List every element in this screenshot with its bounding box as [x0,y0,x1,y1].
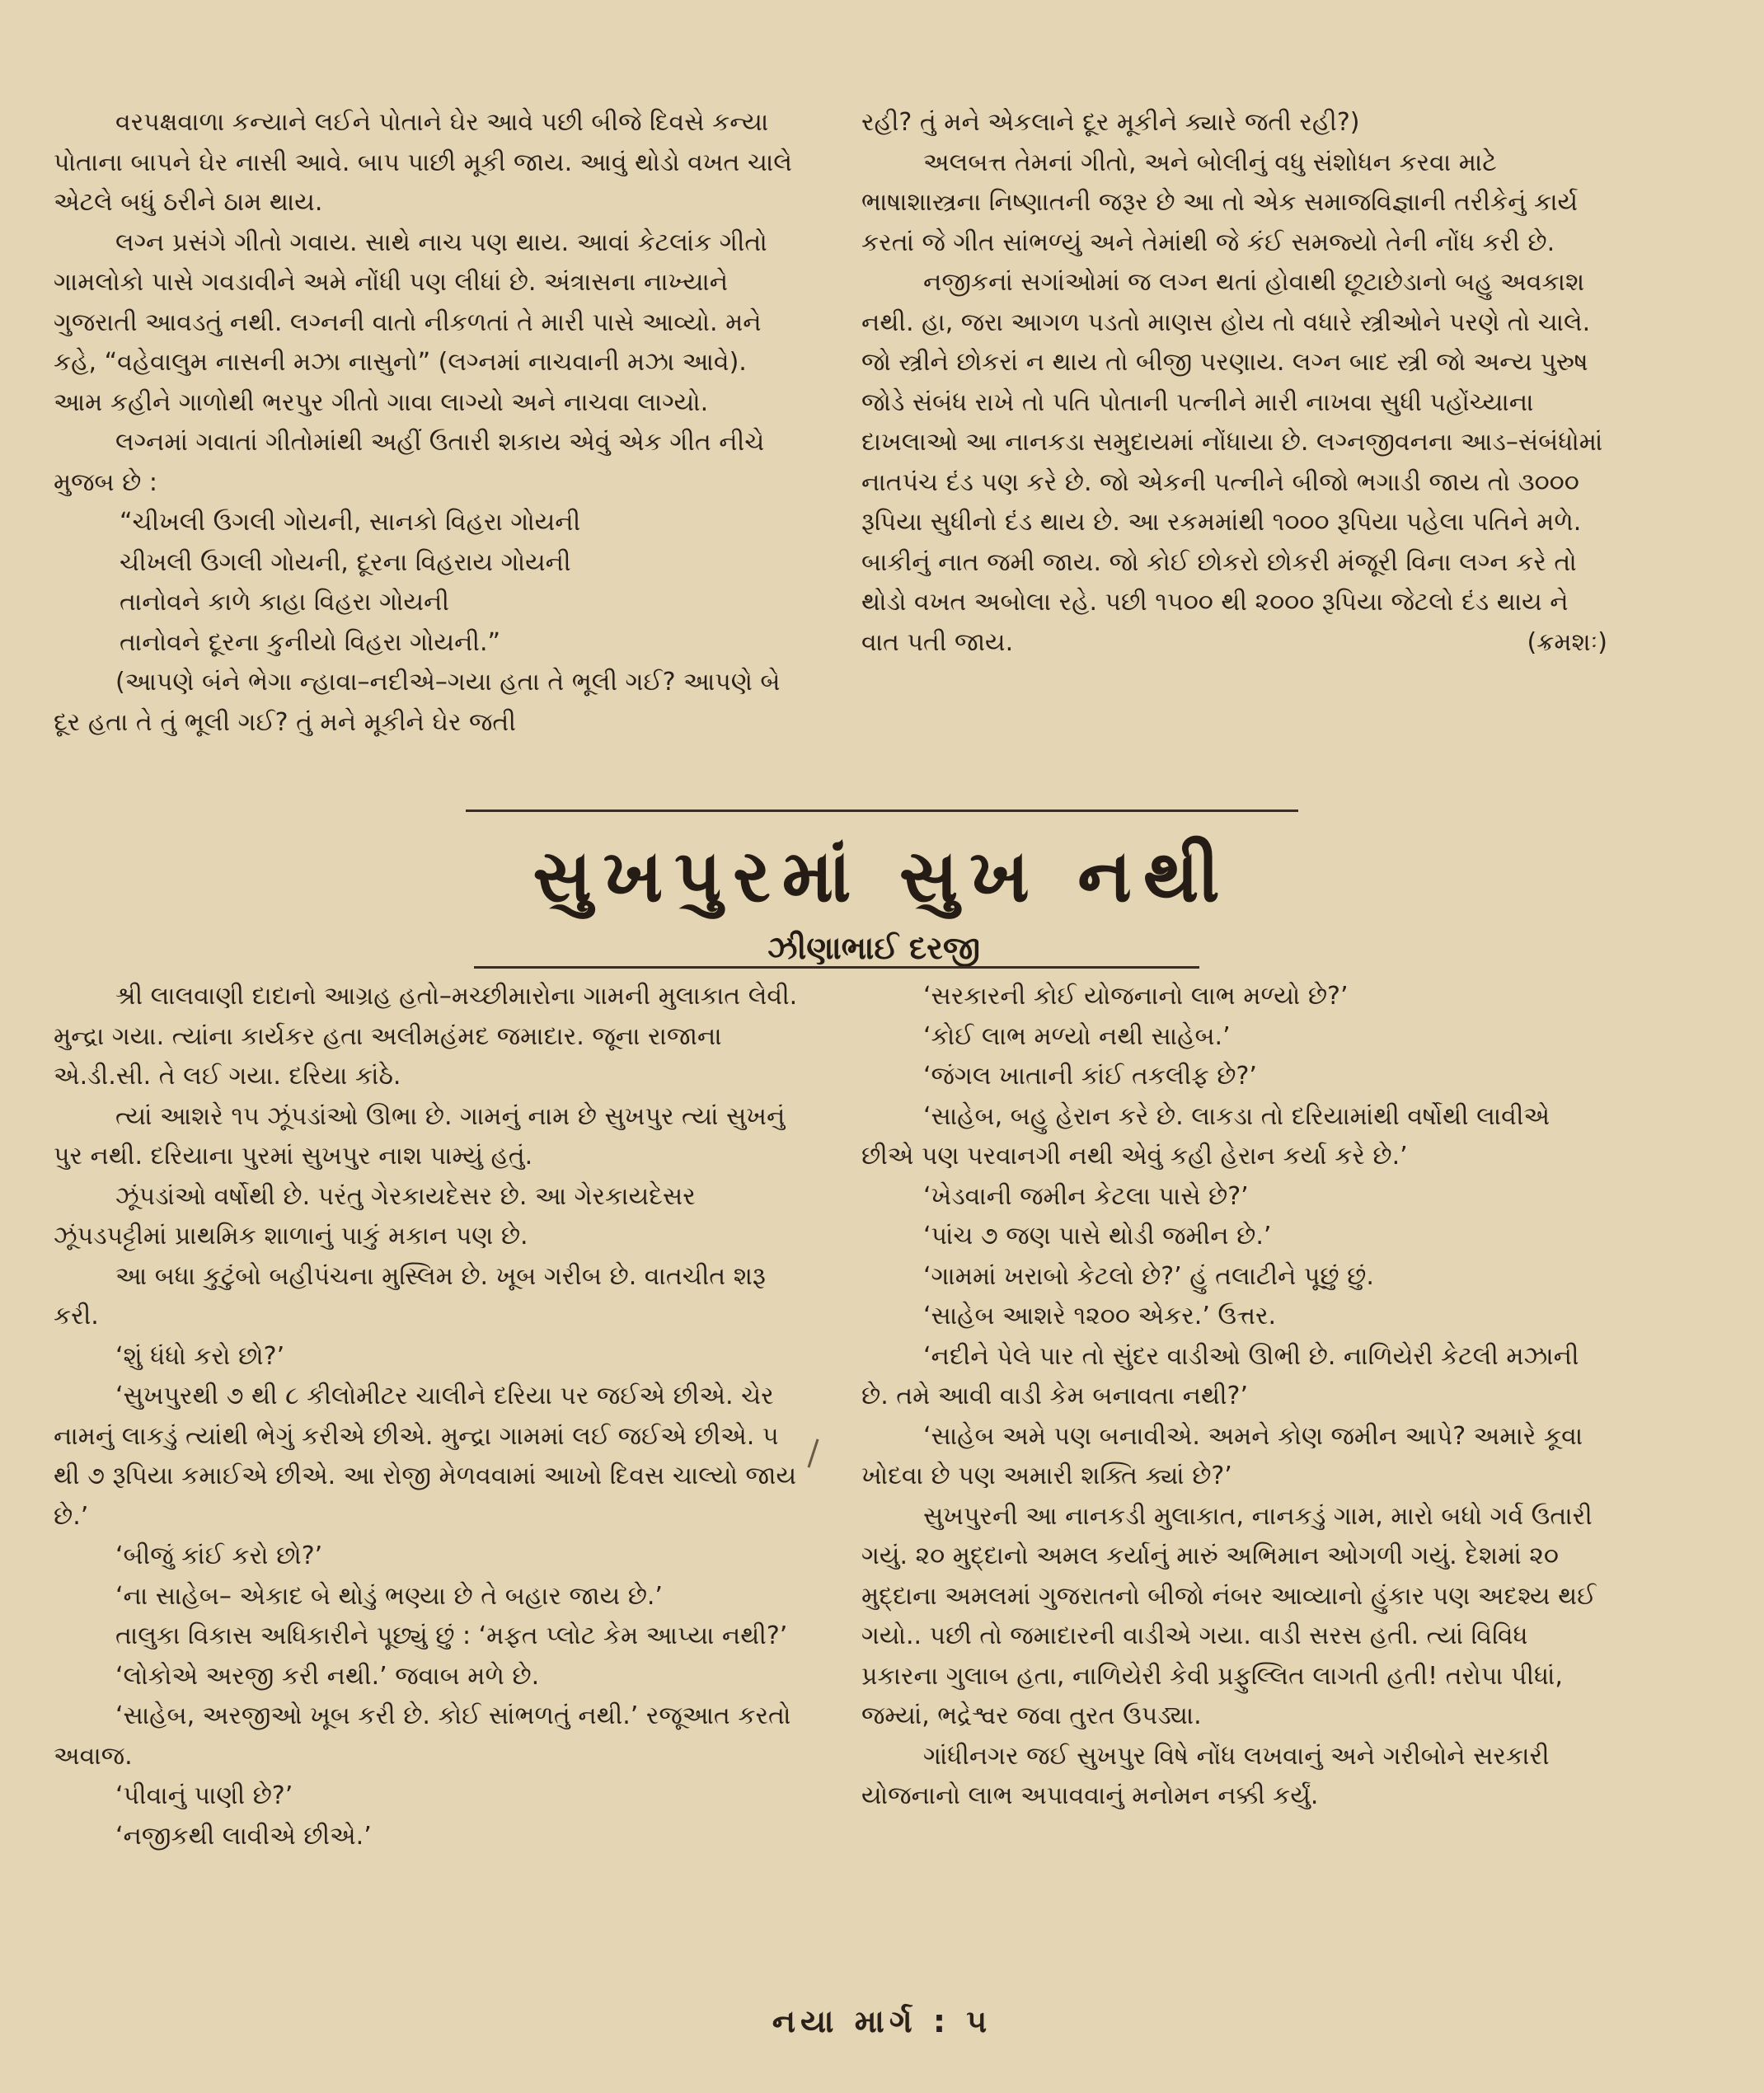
paragraph-text: રહી? તું મને એકલાને દૂર મૂકીને ક્યારે જતી રહી?) [861,108,1360,137]
paragraph [861,977,1607,1017]
paragraph [54,1696,800,1776]
section-divider [466,810,1298,812]
paragraph [861,103,1607,143]
paragraph-text: ‘સાહેબ આશરે ૧૨૦૦ એકર.’ ઉત્તર. [923,1302,1277,1330]
paragraph-text: ‘ના સાહેબ– એકાદ બે થોડું ભણ્યા છે તે બહાર જાય છે.’ [115,1581,663,1611]
paragraph [861,1017,1607,1058]
paragraph-text: ત્યાં આશરે ૧૫ ઝૂંપડાંઓ ઊભા છે. ગામનું નામ છે સુખપુર ત્યાં સુખનું પુર નથી. દરિયાના પુરમાં સુખપુર નાશ પામ્યું હતું. [54,1101,786,1171]
paragraph [861,1337,1607,1417]
paragraph-text: ગાંધીનગર જઈ સુખપુર વિષે નોંધ લખવાનું અને ગરીબોને સરકારી યોજનાનો લાભ અપાવવાનું મનોમન નક્કી કર્યું. [861,1741,1550,1810]
paragraph [54,223,800,424]
paragraph-text: ‘ખેડવાની જમીન કેટલા પાસે છે?’ [923,1181,1249,1211]
paragraph-text: ‘શું ધંધો કરો છો?’ [115,1341,285,1371]
paragraph-text: ઝૂંપડાંઓ વર્ષોથી છે. પરંતુ ગેરકાયદેસર છે. આ ગેરકાયદેસર ઝૂંપડપટ્ટીમાં પ્રાથમિક શાળાનું પાકું મકાન પણ છે. [54,1181,696,1251]
paragraph [54,1657,800,1697]
paragraph [861,1057,1607,1097]
paragraph [861,1297,1607,1337]
paragraph-text: ‘સાહેબ અમે પણ બનાવીએ. અમને કોણ જમીન આપે? અમારે કૂવા ખોદવા છે પણ અમારી શક્તિ ક્યાં છે?’ [861,1421,1583,1490]
paragraph [54,543,800,584]
paragraph [54,1577,800,1617]
paragraph-text: ‘લોકોએ અરજી કરી નથી.’ જવાબ મળે છે. [115,1661,540,1691]
paragraph-text: તાનોવને કાળે કાહા વિહરા ગોયની [120,588,449,617]
paragraph-text: આ બધા કુટુંબો બહીપંચના મુસ્લિમ છે. ખૂબ ગરીબ છે. વાતચીત શરૂ કરી. [54,1261,766,1330]
paragraph-text: ‘સુખપુરથી ૭ થી ૮ કીલોમીટર ચાલીને દરિયા પર જઈએ છીએ. ચેર નામનું લાકડું ત્યાંથી ભેગું કરીએ છીએ. મુન્દ્રા ગામમાં લઈ જઈએ છીએ. ૫ થી ૭ રૂપિયા કમાઈએ છીએ. આ રોજી મેળવવામાં આખો દિવસ ચાલ્યો જાય છે.’ [54,1382,797,1531]
paragraph-text: ‘નદીને પેલે પાર તો સુંદર વાડીઓ ઊભી છે. નાળિયેરી કેટલી મઝાની છે. તમે આવી વાડી કેમ બનાવતા નથી?’ [861,1341,1579,1410]
paragraph [54,1776,800,1817]
paragraph [54,103,800,223]
paragraph [861,1097,1607,1177]
paragraph-text: સુખપુરની આ નાનકડી મુલાકાત, નાનકડું ગામ, મારો બધો ગર્વ ઉતારી ગયું. ૨૦ મુદ્દાનો અમલ કર્યાનું મારું અભિમાન ઓગળી ગયું. દેશમાં ૨૦ મુદ્દાના અમલમાં ગુજરાતનો બીજો નંબર આવ્યાનો હુંકાર પણ અદશ્ય થઈ ગયો.. પછી તો જમાદારની વાડીએ ગયા. વાડી સરસ હતી. ત્યાં વિવિધ પ્રકારના ગુલાબ હતા, નાળિયેરી કેવી પ્રફુલ્લિત લાગતી હતી! તરોપા પીધાં, જમ્યાં, ભદ્રેશ્વર જવા તુરત ઉપડ્યા. [861,1501,1597,1730]
title-underline [474,966,1199,969]
paragraph-text: નજીકનાં સગાંઓમાં જ લગ્ન થતાં હોવાથી છૂટાછેડાનો બહુ અવકાશ નથી. હા, જરા આગળ પડતો માણસ હોય તો વધારે સ્ત્રીઓને પરણે તો ચાલે. જો સ્ત્રીને છોકરાં ન થાય તો બીજી પરણાય. લગ્ન બાદ સ્ત્રી જો અન્ય પુરુષ જોડે સંબંધ રાખે તો પતિ પોતાની પત્નીને મારી નાખવા સુધી પહોંચ્યાના દાખલાઓ આ નાનકડા સમુદાયમાં નોંધાયા છે. લગ્નજીવનના આડ–સંબંધોમાં નાતપંચ દંડ પણ કરે છે. જો એકની પત્નીને બીજો ભગાડી જાય તો ૩૦૦૦ રૂપિયા સુધીનો દંડ થાય છે. આ રકમમાંથી ૧૦૦૦ રૂપિયા પહેલા પતિને મળે. બાકીનું નાત જમી જાય. જો કોઈ છોકરો છોકરી મંજૂરી વિના લગ્ન કરે તો થોડો વખત અબોલા રહે. પછી ૧૫૦૦ થી ૨૦૦૦ રૂપિયા જેટલો દંડ થાય ને વાત પતી જાય. [861,268,1603,657]
article-author: ઝીણાભાઈ દરજી [767,930,980,966]
article-title: સુખપુરમાં સુખ નથી [532,833,1232,918]
page-mark [808,1438,819,1467]
bottom-left-column [54,977,800,1856]
paragraph-text: લગ્ન પ્રસંગે ગીતો ગવાય. સાથે નાચ પણ થાય. આવાં કેટલાંક ગીતો ગામલોકો પાસે ગવડાવીને અમે નોંધી પણ લીધાં છે. અંત્રાસના નાખ્યાને ગુજરાતી આવડતું નથી. લગ્નની વાતો નીકળતાં તે મારી પાસે આવ્યો. મને કહે, “વહેવાલુમ નાસની મઝા નાસુનો” (લગ્નમાં નાચવાની મઝા આવે). આમ કહીને ગાળોથી ભરપુર ગીતો ગાવા લાગ્યો અને નાચવા લાગ્યો. [54,228,767,417]
paragraph [54,1257,800,1337]
paragraph [54,1817,800,1857]
paragraph-text: ‘સાહેબ, અરજીઓ ખૂબ કરી છે. કોઈ સાંભળતું નથી.’ રજૂઆત કરતો અવાજ. [54,1701,791,1771]
paragraph-text: ‘સરકારની કોઈ યોજનાનો લાભ મળ્યો છે?’ [923,982,1349,1011]
continued-note: (ક્રમશઃ) [1527,627,1607,657]
paragraph-text: ‘જંગલ ખાતાની કાંઈ તકલીફ છે?’ [923,1062,1257,1091]
paragraph-text: ‘પીવાનું પાણી છે?’ [115,1781,293,1810]
paragraph [861,1177,1607,1218]
paragraph-text: ‘કોઈ લાભ મળ્યો નથી સાહેબ.’ [923,1021,1231,1051]
paragraph-text: તાલુકા વિકાસ અધિકારીને પૂછ્યું છું : ‘મફત પ્લોટ કેમ આપ્યા નથી?’ [115,1621,788,1650]
paragraph [861,1257,1607,1298]
paragraph [54,1097,800,1177]
paragraph [861,1217,1607,1257]
page-footer: નયા માર્ગ : ૫ [772,2003,992,2039]
paragraph-text: ‘સાહેબ, બહુ હેરાન કરે છે. લાકડા તો દરિયામાંથી વર્ષોથી લાવીએ છીએ પણ પરવાનગી નથી એવું કહી હેરાન કર્યા કરે છે.’ [861,1101,1551,1171]
paragraph [861,1417,1607,1497]
paragraph [861,143,1607,264]
paragraph-text: વરપક્ષવાળા કન્યાને લઈને પોતાને ઘેર આવે પછી બીજે દિવસે કન્યા પોતાના બાપને ઘેર નાસી આવે. બાપ પાછી મૂકી જાય. આવું થોડો વખત ચાલે એટલે બધું ઠરીને ઠામ થાય. [54,108,792,217]
paragraph-text: ‘બીજું કાંઈ કરો છો?’ [115,1542,323,1570]
top-right-column [861,103,1607,663]
bottom-right-column [861,977,1607,1817]
paragraph-text: તાનોવને દૂરના કુનીયો વિહરા ગોયની.” [120,627,501,657]
paragraph [861,1497,1607,1737]
paragraph-text: (આપણે બંને ભેગા ન્હાવા–નદીએ–ગયા હતા તે ભૂલી ગઈ? આપણે બે દૂર હતા તે તું ભૂલી ગઈ? તું મને મૂકીને ઘેર જતી [54,668,781,737]
paragraph [54,503,800,543]
paragraph [54,1537,800,1577]
paragraph-text: લગ્નમાં ગવાતાં ગીતોમાંથી અહીં ઉતારી શકાય એવું એક ગીત નીચે મુજબ છે : [54,428,765,497]
paragraph-text: ‘પાંચ ૭ જણ પાસે થોડી જમીન છે.’ [923,1222,1272,1251]
paragraph-text: ‘નજીકથી લાવીએ છીએ.’ [115,1821,372,1851]
paragraph [54,583,800,623]
paragraph-text: ‘ગામમાં ખરાબો કેટલો છે?’ હું તલાટીને પૂછું છું. [923,1261,1374,1291]
paragraph [54,1177,800,1257]
paragraph [54,423,800,503]
paragraph-text: શ્રી લાલવાણી દાદાનો આગ્રહ હતો–મચ્છીમારોના ગામની મુલાકાત લેવી. મુન્દ્રા ગયા. ત્યાંના કાર્યકર હતા અલીમહંમદ જમાદાર. જૂના રાજાના એ.ડી.સી. તે લઈ ગયા. દરિયા કાંઠે. [54,982,798,1091]
paragraph [54,623,800,664]
paragraph-text: “ચીખલી ઉગલી ગોયની, સાનકો વિહરા ગોયની [120,508,581,537]
paragraph [861,263,1607,663]
top-left-column [54,103,800,743]
paragraph [54,1377,800,1537]
paragraph [861,1737,1607,1817]
paragraph [54,663,800,743]
paragraph-text: અલબત્ત તેમનાં ગીતો, અને બોલીનું વધુ સંશોધન કરવા માટે ભાષાશાસ્ત્રના નિષ્ણાતની જરૂર છે આ તો એક સમાજવિજ્ઞાની તરીકેનું કાર્ય કરતાં જે ગીત સાંભળ્યું અને તેમાંથી જે કંઈ સમજ્યો તેની નોંધ કરી છે. [861,148,1579,257]
paragraph-text: ચીખલી ઉગલી ગોયની, દૂરના વિહરાય ગોયની [120,547,571,577]
paragraph [54,1337,800,1377]
paragraph [54,1617,800,1657]
paragraph [54,977,800,1097]
